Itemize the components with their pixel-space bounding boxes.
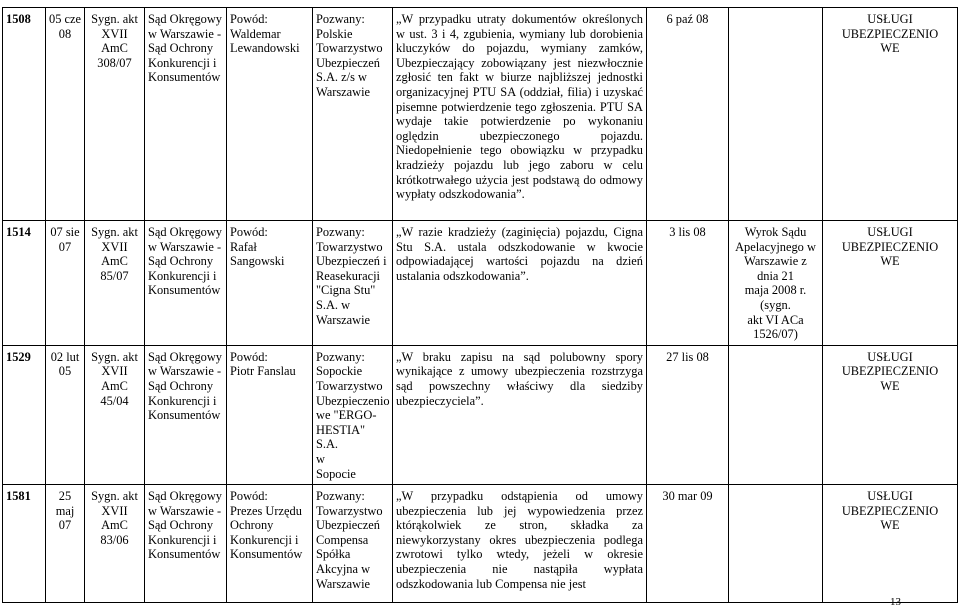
entry-number: 1508: [3, 8, 46, 221]
category: USŁUGI UBEZPIECZENIO WE: [823, 8, 958, 221]
defendant: Pozwany: Polskie Towarzystwo Ubezpieczeń S.A. z/s w Warszawie: [313, 8, 393, 221]
court-name: Sąd Okręgowy w Warszawie - Sąd Ochrony Konkurencji i Konsumentów: [145, 485, 227, 603]
remarks: [729, 485, 823, 603]
category: USŁUGI UBEZPIECZENIO WE: [823, 485, 958, 603]
remarks: [729, 8, 823, 221]
plaintiff: Powód: Piotr Fanslau: [227, 345, 313, 484]
remarks: Wyrok Sądu Apelacyjnego w Warszawie z dnia 21 maja 2008 r. (sygn. akt VI ACa 1526/07): [729, 221, 823, 346]
table-row: [3, 221, 958, 346]
judgment-date: 25 maj 07: [46, 485, 85, 603]
judgment-date: 05 cze 08: [46, 8, 85, 221]
judgment-date: 07 sie 07: [46, 221, 85, 346]
entry-date: 3 lis 08: [647, 221, 729, 346]
defendant: Pozwany: Sopockie Towarzystwo Ubezpieczenio we "ERGO- HESTIA" S.A. w Sopocie: [313, 345, 393, 484]
defendant: Pozwany: Towarzystwo Ubezpieczeń i Reasekuracji "Cigna Stu" S.A. w Warszawie: [313, 221, 393, 346]
entry-number: 1529: [3, 345, 46, 484]
case-signature: Sygn. akt XVII AmC 83/06: [85, 485, 145, 603]
clause-text: „W braku zapisu na sąd polubowny spory wynikające z umowy ubezpieczenia rozstrzyga sąd powszechny właściwy dla siedziby ubezpieczyciela”.: [393, 345, 647, 484]
category: USŁUGI UBEZPIECZENIO WE: [823, 345, 958, 484]
clause-text: „W przypadku utraty dokumentów określonych w ust. 3 i 4, zgubienia, wymiany lub dorobienia kluczyków do pojazdu, wymiany zamków, Ubezpieczający zobowiązany jest niezwłocznie zgłosić ten fakt w biurze najbliższej jednostki organizacyjnej PTU SA (oddział, filia) i uzyskać pisemne potwierdzenie tego zgłoszenia. PTU SA wydaje takie potwierdzenie po wykonaniu oględzin ubezpieczonego pojazdu. Niedopełnienie tego obowiązku w przypadku kradzieży pojazdu lub jego zaboru w celu krótkotrwałego użycia jest podstawą do odmowy wypłaty odszkodowania”.: [393, 8, 647, 221]
table-row: [3, 345, 958, 484]
entry-date: 27 lis 08: [647, 345, 729, 484]
plaintiff: Powód: Waldemar Lewandowski: [227, 8, 313, 221]
case-signature: Sygn. akt XVII AmC 45/04: [85, 345, 145, 484]
case-signature: Sygn. akt XVII AmC 85/07: [85, 221, 145, 346]
entry-number: 1514: [3, 221, 46, 346]
plaintiff: Powód: Prezes Urzędu Ochrony Konkurencji i Konsumentów: [227, 485, 313, 603]
court-name: Sąd Okręgowy w Warszawie - Sąd Ochrony Konkurencji i Konsumentów: [145, 221, 227, 346]
entry-number: 1581: [3, 485, 46, 603]
page-number: 13: [890, 596, 901, 608]
plaintiff: Powód: Rafał Sangowski: [227, 221, 313, 346]
court-name: Sąd Okręgowy w Warszawie - Sąd Ochrony Konkurencji i Konsumentów: [145, 8, 227, 221]
register-table: [2, 7, 958, 603]
entry-date: 6 paź 08: [647, 8, 729, 221]
remarks: [729, 345, 823, 484]
category: USŁUGI UBEZPIECZENIO WE: [823, 221, 958, 346]
case-signature: Sygn. akt XVII AmC 308/07: [85, 8, 145, 221]
clause-text: „W przypadku odstąpienia od umowy ubezpieczenia lub jej wypowiedzenia przez którąkolwiek ze stron, składka za niewykorzystany okres ubezpieczenia podlega zwrotowi tylko wtedy, jeżeli w okresie ubezpieczenia nie nastąpiła wypłata odszkodowania lub Compensa nie jest: [393, 485, 647, 603]
table-row: [3, 485, 958, 603]
entry-date: 30 mar 09: [647, 485, 729, 603]
court-name: Sąd Okręgowy w Warszawie - Sąd Ochrony Konkurencji i Konsumentów: [145, 345, 227, 484]
table-row: [3, 8, 958, 221]
defendant: Pozwany: Towarzystwo Ubezpieczeń Compensa Spółka Akcyjna w Warszawie: [313, 485, 393, 603]
judgment-date: 02 lut 05: [46, 345, 85, 484]
clause-text: „W razie kradzieży (zaginięcia) pojazdu, Cigna Stu S.A. ustala odszkodowanie w kwocie odpowiadającej wartości pojazdu na dzień ustalania odszkodowania”.: [393, 221, 647, 346]
